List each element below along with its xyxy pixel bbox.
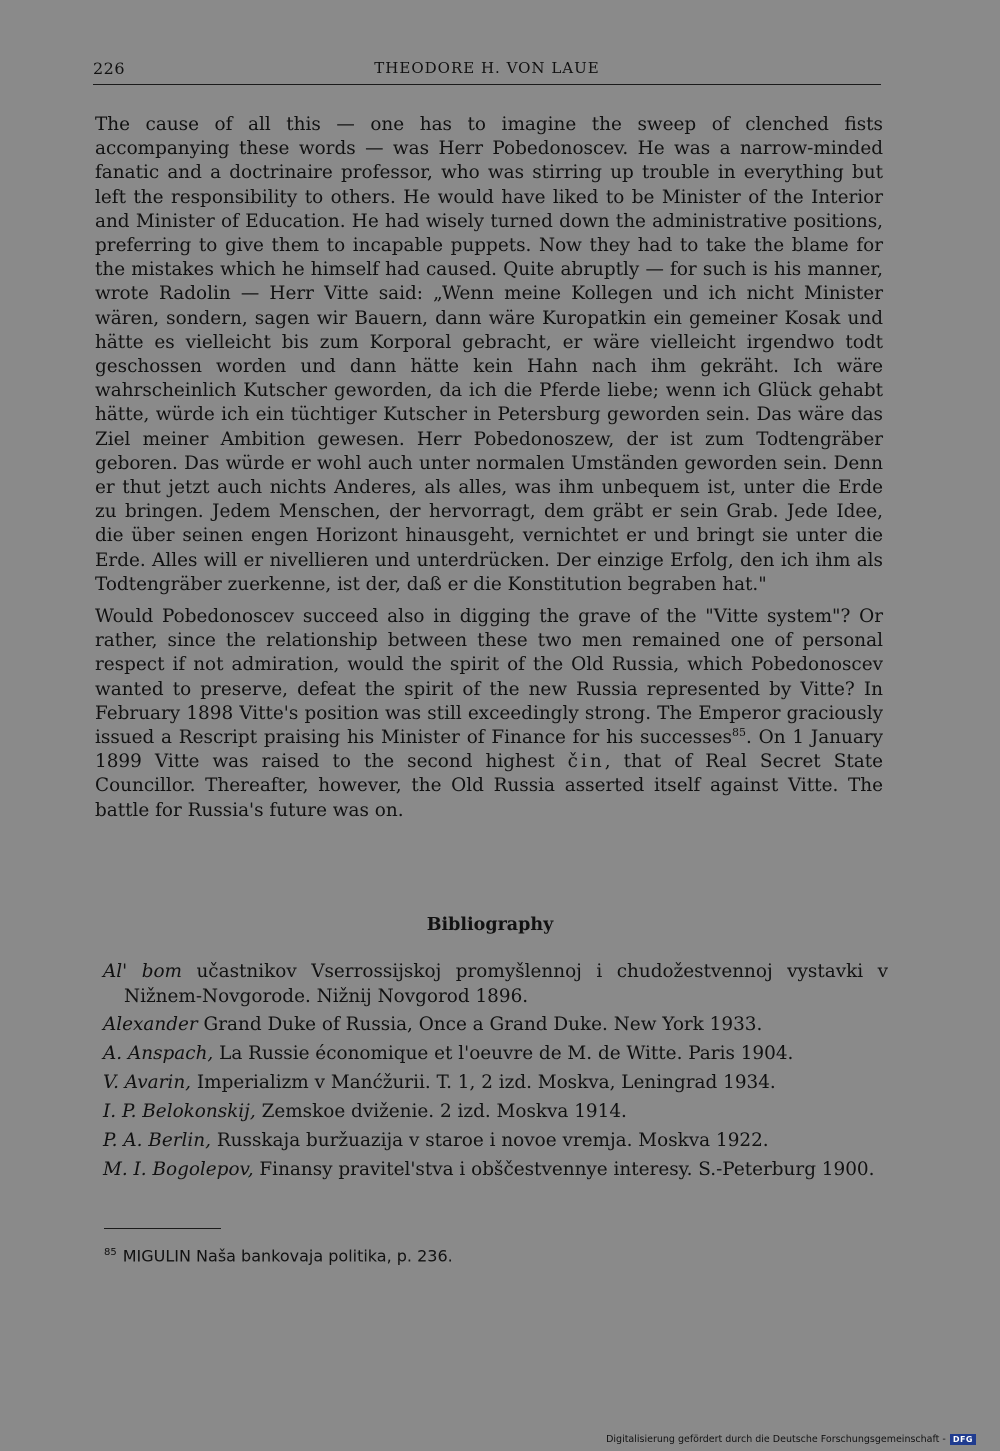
- footnote-divider: [104, 1228, 221, 1229]
- bibliography-entry: [103, 1158, 888, 1183]
- bib-text: Grand Duke of Russia, Once a Grand Duke. New York 1933.: [197, 1014, 763, 1036]
- running-head: THEODORE H. VON LAUE: [374, 59, 600, 77]
- bib-author: M. I. Bogolepov,: [103, 1158, 254, 1180]
- bibliography-entry: [103, 1013, 888, 1038]
- bib-author: I. P. Belokonskij,: [103, 1101, 256, 1123]
- paragraph-2: [95, 605, 883, 823]
- bib-author: V. Avarin,: [103, 1072, 192, 1094]
- digitization-credit: [606, 1434, 976, 1445]
- bibliography-entry: [103, 1042, 888, 1067]
- bibliography-entry: [103, 960, 888, 1009]
- page-number: 226: [93, 59, 126, 78]
- body-text: [95, 113, 883, 823]
- bib-text: Finansy pravitel'stva i obščestvennye interesy. S.-Peterburg 1900.: [253, 1158, 875, 1180]
- bibliography-heading: Bibliography: [426, 915, 554, 935]
- paragraph-2-part-b: . On 1 January 1899 Vitte was raised to the second highest: [95, 727, 883, 773]
- footnote-number: 85: [104, 1247, 117, 1258]
- page-header: [93, 58, 881, 85]
- bibliography-entry: [103, 1100, 888, 1125]
- bib-text: La Russie économique et l'oeuvre de M. de Witte. Paris 1904.: [213, 1043, 794, 1065]
- bib-text: Zemskoe dviženie. 2 izd. Moskva 1914.: [255, 1101, 627, 1123]
- cin-term: čin: [567, 751, 605, 773]
- footnote-text: MIGULIN Naša bankovaja politika, p. 236.: [122, 1246, 453, 1266]
- paragraph-2-part-c: , that of Real Secret State Councillor. Thereafter, however, the Old Russia asserted itself against Vitte. The battle for Russia's future was on.: [95, 751, 883, 821]
- bib-author: Al' bom: [103, 961, 182, 982]
- paragraph-2-part-a: Would Pobedonoscev succeed also in digging the grave of the "Vitte system"? Or rather, since the relationship between these two men remained one of personal respect if not admiration, would the spirit of the Old Russia, which Pobedonoscev wanted to preserve, defeat the spirit of the new Russia represented by Vitte? In February 1898 Vitte's position was still exceedingly strong. The Emperor graciously issued a Rescript praising his Minister of Finance for his successes: [95, 606, 883, 749]
- dfg-logo: DFG: [950, 1434, 976, 1445]
- bibliography-entry: [103, 1129, 888, 1154]
- footnote-reference: 85: [732, 725, 746, 739]
- bib-author: Alexander: [103, 1014, 198, 1036]
- bib-author: P. A. Berlin,: [103, 1130, 211, 1152]
- bib-text: učastnikov Vserrossijskoj promyšlennoj i chudožestvennoj vystavki v Nižnem-Novgorode. Nižnij Novgorod 1896.: [124, 961, 888, 1007]
- credit-text: Digitalisierung gefördert durch die Deutsche Forschungsgemeinschaft -: [606, 1434, 946, 1445]
- footnote: [104, 1242, 453, 1267]
- bib-author: A. Anspach,: [103, 1043, 214, 1065]
- bibliography-entry: [103, 1071, 888, 1096]
- paragraph-1: The cause of all this — one has to imagine the sweep of clenched fists accompanying these words — was Herr Pobedonoscev. He was a narrow-minded fanatic and a doctrinaire professor, who was stirring up trouble in everything but left the responsibility to others. He would have liked to be Minister of the Interior and Minister of Education. He had wisely turned down the administrative positions, preferring to give them to incapable puppets. Now they had to take the blame for the mistakes which he himself had caused. Quite abruptly — for such is his manner, wrote Radolin — Herr Vitte said: „Wenn meine Kollegen und ich nicht Minister wären, sondern, sagen wir Bauern, dann wäre Kuropatkin ein gemeiner Kosak und hätte es vielleicht bis zum Korporal gebracht, er wäre vielleicht irgendwo todt geschossen worden und dann hätte kein Hahn nach ihm gekräht. Ich wäre wahrscheinlich Kutscher geworden, da ich die Pferde liebe; wenn ich Glück gehabt hätte, würde ich ein tüchtiger Kutscher in Petersburg geworden sein. Das wäre das Ziel meiner Ambition gewesen. Herr Pobedonoszew, der ist zum Todtengräber geboren. Das würde er wohl auch unter normalen Umständen geworden sein. Denn er thut jetzt auch nichts Anderes, als alles, was ihm unbequem ist, unter die Erde zu bringen. Jedem Menschen, der hervorragt, dem gräbt er sein Grab. Jede Idee, die über seinen engen Horizont hinausgeht, vernichtet er und bringt sie unter die Erde. Alles will er nivellieren und unterdrücken. Der einzige Erfolg, den ich ihm als Todtengräber zuerkenne, ist der, daß er die Konstitution begraben hat.": [95, 114, 883, 595]
- bib-text: Russkaja buržuazija v staroe i novoe vremja. Moskva 1922.: [210, 1130, 769, 1152]
- bib-text: Imperializm v Manćžurii. T. 1, 2 izd. Moskva, Leningrad 1934.: [191, 1072, 776, 1094]
- bibliography-list: [103, 960, 888, 1187]
